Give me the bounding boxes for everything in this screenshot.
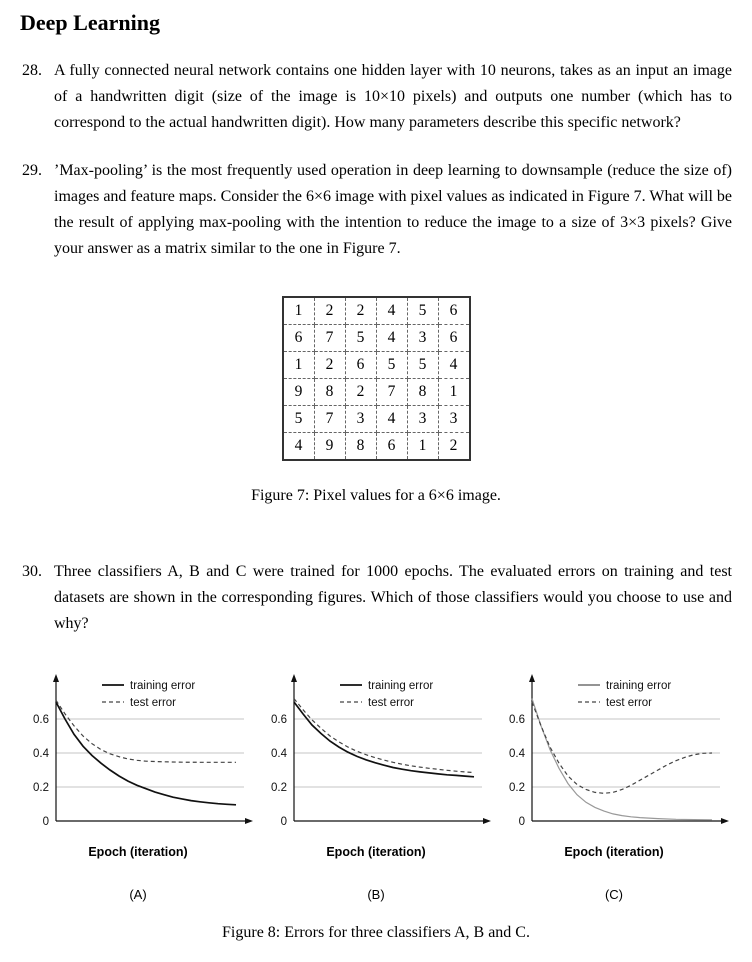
y-tick-label: 0.4 bbox=[33, 748, 49, 760]
question-29-number: 29. bbox=[22, 162, 42, 179]
error-chart-c-svg bbox=[496, 671, 732, 843]
pixel-cell: 4 bbox=[376, 297, 407, 325]
x-axis-arrow bbox=[245, 818, 253, 824]
pixel-cell: 5 bbox=[376, 352, 407, 379]
pixel-cell: 1 bbox=[407, 433, 438, 461]
y-tick-label: 0.2 bbox=[33, 782, 49, 794]
question-28 bbox=[18, 58, 734, 136]
question-29 bbox=[18, 158, 734, 262]
test-error-line bbox=[294, 699, 474, 773]
pixel-cell: 9 bbox=[283, 379, 315, 406]
x-axis-label: Epoch (iteration) bbox=[326, 845, 426, 859]
pixel-cell: 6 bbox=[345, 352, 376, 379]
question-30-text: Three classifiers A, B and C were trained for 1000 epochs. The evaluated errors on training and test datasets are shown in the corresponding figures. Which of those classifiers would you choose to use and why? bbox=[54, 563, 732, 632]
pixel-cell: 2 bbox=[345, 379, 376, 406]
pixel-cell: 4 bbox=[376, 325, 407, 352]
figure7-pixel-table bbox=[282, 296, 471, 461]
pixel-cell: 5 bbox=[407, 352, 438, 379]
y-axis-arrow bbox=[291, 674, 297, 682]
pixel-cell: 1 bbox=[438, 379, 470, 406]
x-axis-label: Epoch (iteration) bbox=[88, 845, 188, 859]
pixel-cell: 7 bbox=[314, 406, 345, 433]
y-tick-label: 0.4 bbox=[509, 748, 525, 760]
pixel-cell: 6 bbox=[376, 433, 407, 461]
pixel-cell: 2 bbox=[345, 297, 376, 325]
pixel-cell: 2 bbox=[314, 352, 345, 379]
panel-label-b: (B) bbox=[367, 887, 385, 902]
y-tick-label: 0.2 bbox=[509, 782, 525, 794]
question-28-number: 28. bbox=[22, 62, 42, 79]
y-tick-label: 0.6 bbox=[509, 714, 525, 726]
figure8-caption: Figure 8: Errors for three classifiers A, B and C. bbox=[222, 924, 530, 941]
pixel-cell: 5 bbox=[283, 406, 315, 433]
error-chart-a-svg bbox=[20, 671, 256, 843]
pixel-cell: 1 bbox=[283, 297, 315, 325]
table-row bbox=[283, 433, 470, 461]
legend-label: test error bbox=[368, 697, 415, 709]
pixel-cell: 7 bbox=[314, 325, 345, 352]
pixel-cell: 6 bbox=[438, 325, 470, 352]
y-tick-label: 0 bbox=[42, 816, 49, 828]
figure7-caption: Figure 7: Pixel values for a 6×6 image. bbox=[251, 487, 501, 504]
y-axis-arrow bbox=[53, 674, 59, 682]
pixel-cell: 8 bbox=[407, 379, 438, 406]
y-tick-label: 0.6 bbox=[271, 714, 287, 726]
pixel-cell: 2 bbox=[314, 297, 345, 325]
pixel-cell: 5 bbox=[407, 297, 438, 325]
pixel-cell: 8 bbox=[314, 379, 345, 406]
question-29-text: ’Max-pooling’ is the most frequently used operation in deep learning to downsample (reduce the size of) images and feature maps. Consider the 6×6 image with pixel values as indicated in Figure 7. What will be the result of applying max-pooling with the intention to reduce the image to a size of 3×3 pixels? Give your answer as a matrix similar to the one in Figure 7. bbox=[54, 162, 732, 257]
x-axis-arrow bbox=[483, 818, 491, 824]
table-row bbox=[283, 379, 470, 406]
legend-label: test error bbox=[606, 697, 653, 709]
pixel-cell: 5 bbox=[345, 325, 376, 352]
table-row bbox=[283, 297, 470, 325]
y-tick-label: 0.4 bbox=[271, 748, 287, 760]
pixel-cell: 9 bbox=[314, 433, 345, 461]
question-30 bbox=[18, 559, 734, 637]
training-error-line bbox=[294, 702, 474, 777]
question-30-number: 30. bbox=[22, 563, 42, 580]
pixel-cell: 4 bbox=[376, 406, 407, 433]
legend-label: training error bbox=[130, 680, 196, 692]
legend-label: training error bbox=[368, 680, 434, 692]
table-row bbox=[283, 325, 470, 352]
error-chart-a bbox=[20, 671, 256, 902]
figure8-charts-row bbox=[18, 671, 734, 902]
pixel-cell: 3 bbox=[438, 406, 470, 433]
pixel-cell: 2 bbox=[438, 433, 470, 461]
page-title: Deep Learning bbox=[20, 10, 160, 35]
table-row bbox=[283, 406, 470, 433]
question-28-text: A fully connected neural network contains one hidden layer with 10 neurons, takes as an input an image of a handwritten digit (size of the image is 10×10 pixels) and outputs one number (which has to correspond to the actual handwritten digit). How many parameters describe this specific network? bbox=[54, 62, 732, 131]
y-axis-arrow bbox=[529, 674, 535, 682]
x-axis-arrow bbox=[721, 818, 729, 824]
pixel-cell: 8 bbox=[345, 433, 376, 461]
legend-label: test error bbox=[130, 697, 177, 709]
pixel-cell: 7 bbox=[376, 379, 407, 406]
pixel-cell: 3 bbox=[345, 406, 376, 433]
error-chart-c bbox=[496, 671, 732, 902]
pixel-cell: 1 bbox=[283, 352, 315, 379]
pixel-cell: 4 bbox=[438, 352, 470, 379]
pixel-cell: 3 bbox=[407, 325, 438, 352]
legend-label: training error bbox=[606, 680, 672, 692]
y-tick-label: 0.6 bbox=[33, 714, 49, 726]
pixel-cell: 6 bbox=[438, 297, 470, 325]
panel-label-c: (C) bbox=[604, 887, 624, 902]
test-error-line bbox=[532, 702, 712, 793]
y-tick-label: 0 bbox=[280, 816, 287, 828]
pixel-cell: 6 bbox=[283, 325, 315, 352]
panel-label-a: (A) bbox=[129, 887, 147, 902]
table-row bbox=[283, 352, 470, 379]
error-chart-b-svg bbox=[258, 671, 494, 843]
pixel-cell: 3 bbox=[407, 406, 438, 433]
pixel-cell: 4 bbox=[283, 433, 315, 461]
x-axis-label: Epoch (iteration) bbox=[564, 845, 664, 859]
training-error-line bbox=[532, 699, 712, 820]
y-tick-label: 0.2 bbox=[271, 782, 287, 794]
y-tick-label: 0 bbox=[518, 816, 525, 828]
error-chart-b bbox=[258, 671, 494, 902]
